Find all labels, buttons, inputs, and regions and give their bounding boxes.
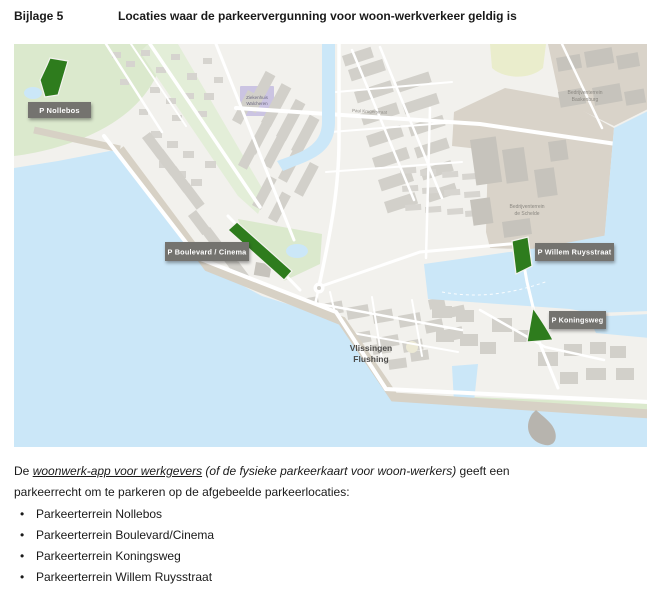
bullet-icon: • bbox=[20, 507, 25, 521]
parking-label-willem-ruysstraat: P Willem Ruysstraat bbox=[537, 247, 612, 257]
street-label-paul-krugerstraat: Paul Krugerstraat bbox=[351, 108, 388, 115]
list-item bbox=[14, 525, 638, 546]
bullet-text: Parkeerterrein Koningsweg bbox=[36, 549, 181, 563]
bullet-icon: • bbox=[20, 528, 25, 542]
intro-prefix: De bbox=[14, 464, 33, 478]
parking-locations-map bbox=[14, 44, 647, 447]
body-text bbox=[14, 461, 638, 588]
intro-underlined-italic: woonwerk-app voor werkgevers bbox=[32, 464, 203, 478]
bullet-text: Parkeerterrein Nollebos bbox=[36, 507, 163, 521]
parking-label-boulevard-cinema: P Boulevard / Cinema bbox=[167, 247, 247, 257]
svg-text:Flushing: Flushing bbox=[353, 354, 389, 364]
page-heading bbox=[14, 9, 634, 27]
parking-bullet-list bbox=[14, 504, 638, 588]
bullet-text: Parkeerterrein Boulevard/Cinema bbox=[36, 528, 215, 542]
intro-line2: parkeerrecht om te parkeren op de afgebeelde parkeerlocaties: bbox=[14, 485, 350, 499]
heading-label: Bijlage 5 bbox=[14, 9, 64, 23]
intro-paragraph bbox=[14, 461, 638, 503]
schelde-label: Bedrijventerrein bbox=[509, 204, 545, 210]
intro-suffix: geeft een bbox=[456, 464, 510, 478]
baskenburg-label: Bedrijventerrein bbox=[567, 90, 603, 96]
hospital-label: Ziekenhuis bbox=[246, 95, 268, 100]
nollebos-pond bbox=[24, 87, 42, 99]
bullet-icon: • bbox=[20, 570, 25, 584]
bullet-text: Parkeerterrein Willem Ruysstraat bbox=[36, 570, 213, 584]
svg-text:Baskenburg: Baskenburg bbox=[571, 97, 599, 103]
page-title: Locaties waar de parkeervergunning voor woon-werkverkeer geldig is bbox=[118, 9, 517, 23]
svg-text:Walcheren: Walcheren bbox=[246, 101, 268, 106]
parking-label-koningsweg: P Koningsweg bbox=[551, 315, 604, 325]
list-item bbox=[14, 504, 638, 525]
intro-italic: (of de fysieke parkeerkaart voor woon-werkers) bbox=[202, 464, 457, 478]
parking-label-nollebos: P Nollebos bbox=[39, 106, 80, 115]
svg-text:de Schelde: de Schelde bbox=[514, 211, 540, 217]
list-item bbox=[14, 567, 638, 588]
list-item bbox=[14, 546, 638, 567]
park-pond bbox=[286, 244, 308, 258]
city-label: Vlissingen bbox=[349, 343, 393, 353]
bullet-icon: • bbox=[20, 549, 25, 563]
